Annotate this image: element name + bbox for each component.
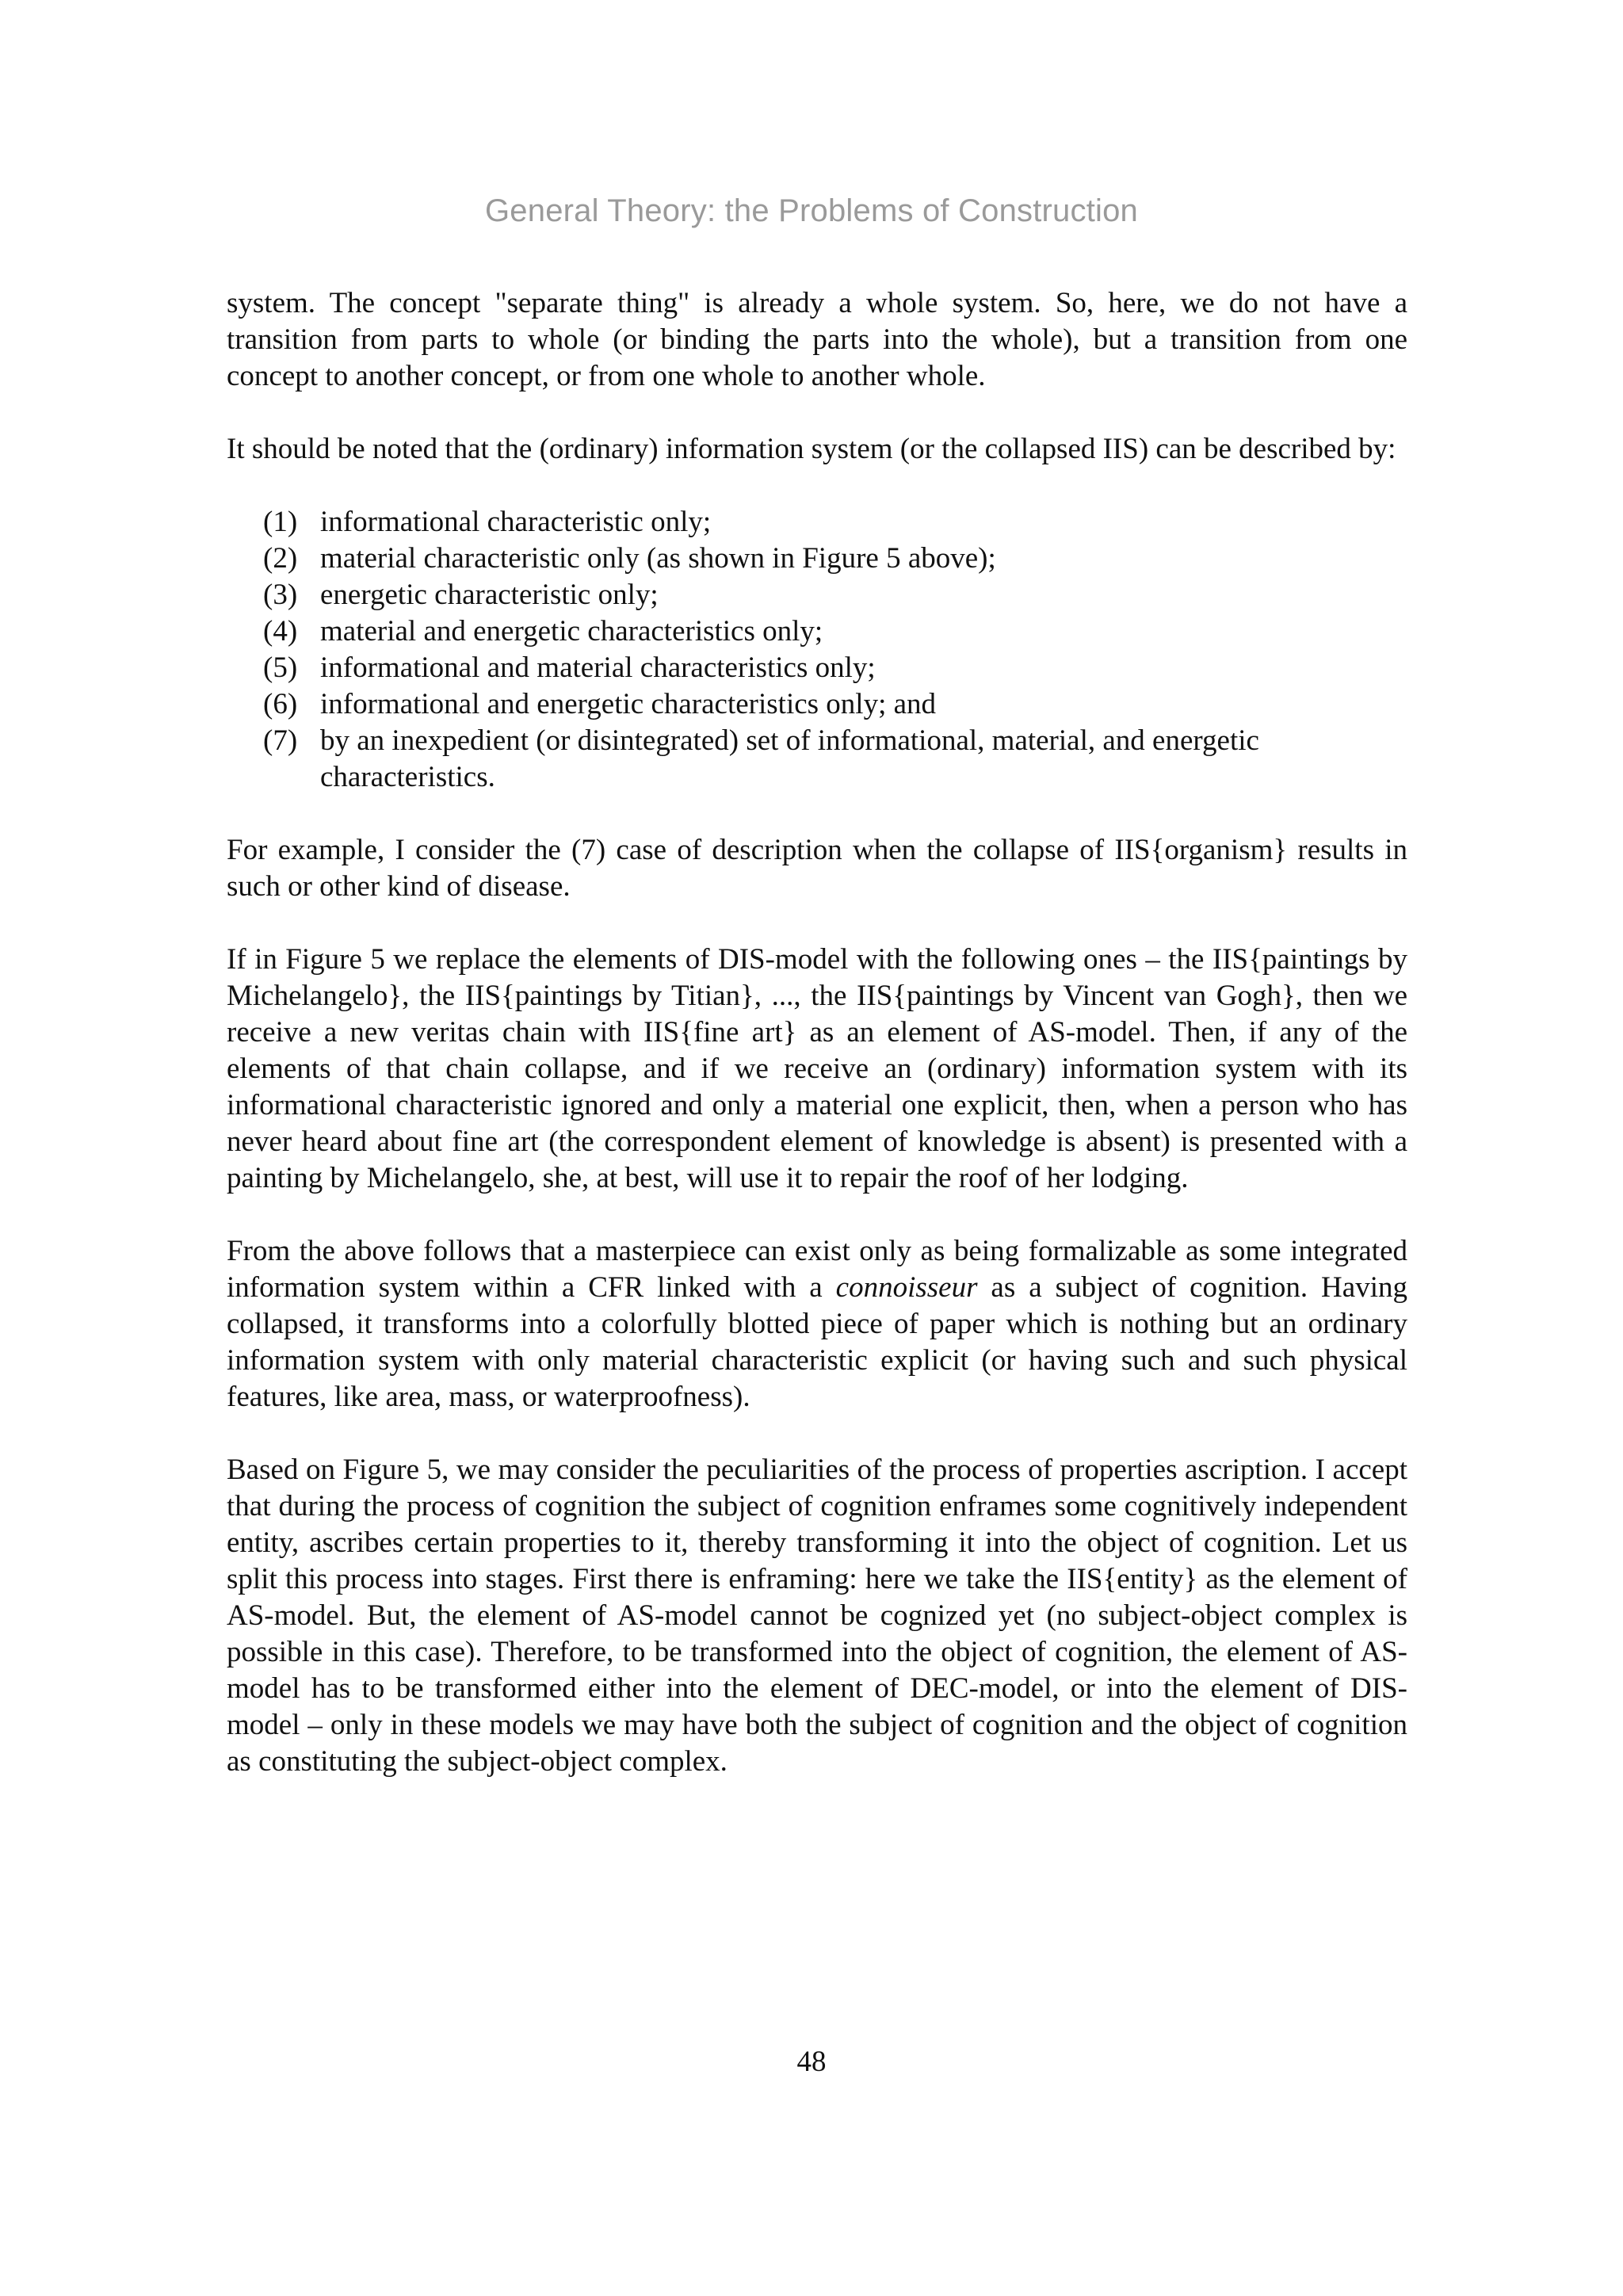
- paragraph-4: If in Figure 5 we replace the elements of DIS-model with the following ones – the IIS{paintings by Michelangelo}, the IIS{paintings by Titian}, ..., the IIS{paintings by Vincent van Gogh}, then we receive a new veritas chain with IIS{fine art} as an element of AS-model. Then, if any of the elements of that chain collapse, and if we receive an (ordinary) information system with its informational characteristic ignored and only a material one explicit, then, when a person who has never heard about fine art (the correspondent element of knowledge is absent) is presented with a painting by Michelangelo, she, at best, will use it to repair the roof of her lodging.: [227, 943, 1407, 1194]
- body-text: [227, 285, 1407, 1780]
- list-marker: (7): [263, 724, 298, 757]
- list-item: [227, 613, 1407, 650]
- paragraph-3: For example, I consider the (7) case of description when the collapse of IIS{organism} results in such or other kind of disease.: [227, 834, 1407, 903]
- list-marker: (1): [263, 506, 298, 538]
- page-number: 48: [796, 2046, 827, 2078]
- list-marker: (3): [263, 579, 298, 611]
- paragraph-5: [227, 1233, 1407, 1415]
- list-item-text: by an inexpedient (or disintegrated) set of informational, material, and energetic characteristics.: [320, 724, 1259, 793]
- list-item-text: energetic characteristic only;: [320, 579, 659, 611]
- list-item-text: material and energetic characteristics only;: [320, 615, 823, 648]
- list-item-text: material characteristic only (as shown in Figure 5 above);: [320, 542, 996, 575]
- list-item-text: informational characteristic only;: [320, 506, 712, 538]
- list-item-text: informational and material characteristics only;: [320, 651, 876, 684]
- list-marker: (2): [263, 542, 298, 575]
- list-marker: (5): [263, 651, 298, 684]
- running-header: General Theory: the Problems of Construction: [484, 193, 1138, 228]
- list-item: [227, 723, 1407, 796]
- list-item: [227, 541, 1407, 577]
- paragraph-2: It should be noted that the (ordinary) information system (or the collapsed IIS) can be described by:: [227, 433, 1396, 465]
- list-item: [227, 504, 1407, 541]
- paragraph-1: system. The concept "separate thing" is already a whole system. So, here, we do not have a transition from parts to whole (or binding the parts into the whole), but a transition from one concept to another concept, or from one whole to another whole.: [227, 287, 1407, 392]
- paragraph-5-text: From the above follows that a masterpiece can exist only as being formalizable as some integrated information system within a CFR linked with a: [227, 1235, 1407, 1304]
- paragraph-6: Based on Figure 5, we may consider the peculiarities of the process of properties ascription. I accept that during the process of cognition the subject of cognition enframes some cognitively independent entity, ascribes certain properties to it, thereby transforming it into the object of cognition. Let us split this process into stages. First there is enframing: here we take the IIS{entity} as the element of AS-model. But, the element of AS-model cannot be cognized yet (no subject-object complex is possible in this case). Therefore, to be transformed into the object of cognition, the element of AS-model has to be transformed either into the element of DEC-model, or into the element of DIS-model – only in these models we may have both the subject of cognition and the object of cognition as constituting the subject-object complex.: [227, 1454, 1407, 1778]
- italic-term: connoisseur: [835, 1271, 978, 1304]
- list-item-text: informational and energetic characteristics only; and: [320, 688, 937, 720]
- list-item: [227, 577, 1407, 613]
- list-item: [227, 686, 1407, 723]
- characteristics-list: [227, 504, 1407, 796]
- paragraph-5-text-continued: as a subject of cognition. Having collapsed, it transforms into a colorfully blotted piece of paper which is nothing but an ordinary information system with only material characteristic explicit (or having such and such physical features, like area, mass, or waterproofness).: [227, 1271, 1407, 1413]
- list-marker: (4): [263, 615, 298, 648]
- list-marker: (6): [263, 688, 298, 720]
- list-item: [227, 650, 1407, 686]
